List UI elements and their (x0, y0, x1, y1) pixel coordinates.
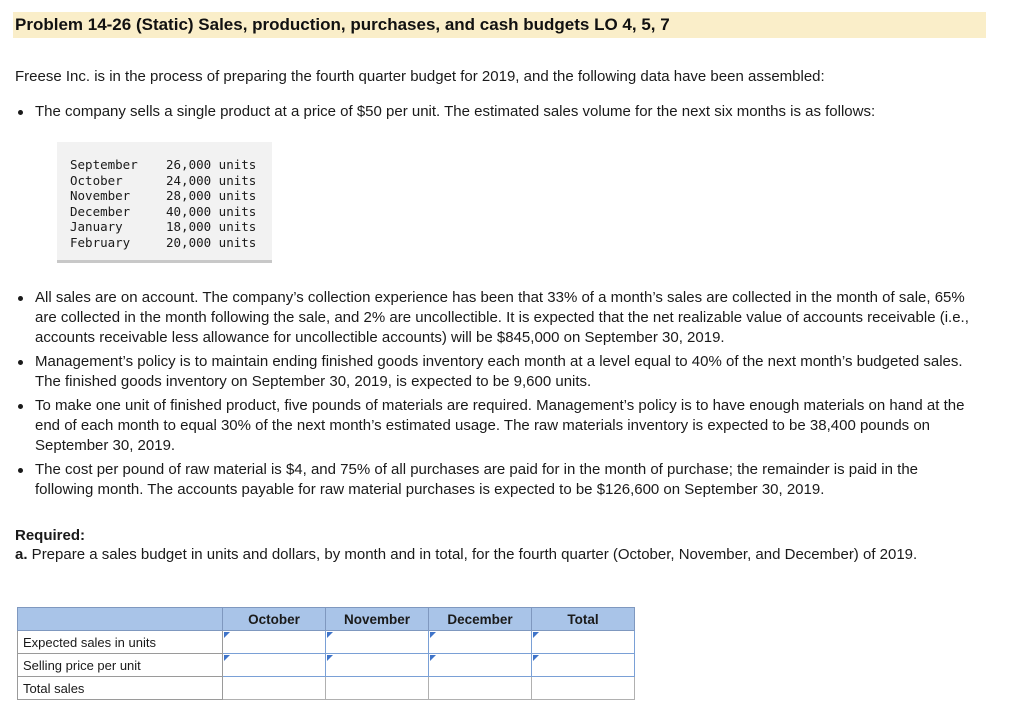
total-sales-november-input[interactable] (326, 677, 429, 700)
sales-volume-row (70, 219, 256, 235)
row-label: Total sales (18, 677, 223, 700)
bullet-purchases: The cost per pound of raw material is $4, and 75% of all purchases are paid for in the month of purchase; the remainder is paid in the following month. The accounts payable for raw material purchases is expected to be $126,600 on September 30, 2019. (15, 460, 975, 500)
sales-volume-table (70, 157, 256, 251)
total-sales-total-input[interactable] (532, 677, 635, 700)
table-row (18, 654, 635, 677)
required-heading: Required: (15, 527, 86, 544)
sales-volume-row (70, 157, 256, 173)
month-label: December (70, 203, 131, 219)
total-sales-december-input[interactable] (429, 677, 532, 700)
part-label: a. (15, 546, 28, 563)
price-december-input[interactable] (429, 654, 532, 677)
units-value: 24,000 units (166, 172, 257, 188)
bullet-price: The company sells a single product at a price of $50 per unit. The estimated sales volume for the next six months is as follows: (15, 102, 975, 122)
units-value: 18,000 units (166, 219, 257, 235)
row-label: Selling price per unit (18, 654, 223, 677)
intro-text: Freese Inc. is in the process of preparing the fourth quarter budget for 2019, and the following data have been assembled: (15, 68, 825, 85)
month-label: September (70, 157, 138, 172)
expected-units-november-input[interactable] (326, 631, 429, 654)
header-blank (18, 608, 223, 631)
expected-units-december-input[interactable] (429, 631, 532, 654)
bullet-raw-materials: To make one unit of finished product, five pounds of materials are required. Management’s policy is to have enough materials on hand at the end of each month to equal 30% of the next month’s estimated usage. The raw materials inventory is expected to be 38,400 pounds on September 30, 2019. (15, 396, 975, 456)
units-value: 28,000 units (166, 188, 257, 204)
month-label: February (70, 234, 131, 250)
month-label: November (70, 188, 131, 204)
header-december: December (429, 608, 532, 631)
required-part-a (15, 545, 975, 564)
header-total: Total (532, 608, 635, 631)
price-november-input[interactable] (326, 654, 429, 677)
sales-volume-row (70, 173, 256, 189)
row-label: Expected sales in units (18, 631, 223, 654)
table-row (18, 677, 635, 700)
month-label: October (70, 172, 123, 188)
total-sales-october-input[interactable] (223, 677, 326, 700)
units-value: 26,000 units (166, 157, 257, 172)
sales-volume-row (70, 188, 256, 204)
month-label: January (70, 219, 123, 235)
bullet-finished-goods: Management’s policy is to maintain ending finished goods inventory each month at a level equal to 40% of the next month’s budgeted sales. The finished goods inventory on September 30, 2019, is expected to be 9,600 units. (15, 352, 975, 392)
required-section (15, 526, 975, 564)
table-row (18, 631, 635, 654)
expected-units-total-input[interactable] (532, 631, 635, 654)
sales-budget-table (17, 607, 635, 700)
expected-units-october-input[interactable] (223, 631, 326, 654)
units-value: 40,000 units (166, 203, 257, 219)
sales-volume-row (70, 235, 256, 251)
bullet-collections: All sales are on account. The company’s collection experience has been that 33% of a month’s sales are collected in the month of sale, 65% are collected in the month following the sale, and 2% are uncollectible. It is expected that the net realizable value of accounts receivable (i.e., accounts receivable less allowance for uncollectible accounts) will be $845,000 on September 30, 2019. (15, 288, 975, 348)
part-text: Prepare a sales budget in units and dollars, by month and in total, for the fourth quarter (October, November, and December) of 2019. (27, 546, 918, 563)
price-october-input[interactable] (223, 654, 326, 677)
sales-volume-row (70, 204, 256, 220)
header-october: October (223, 608, 326, 631)
page-title: Problem 14-26 (Static) Sales, production, purchases, and cash budgets LO 4, 5, 7 (13, 12, 986, 38)
price-total-input[interactable] (532, 654, 635, 677)
units-value: 20,000 units (166, 234, 257, 250)
header-row (18, 608, 635, 631)
header-november: November (326, 608, 429, 631)
